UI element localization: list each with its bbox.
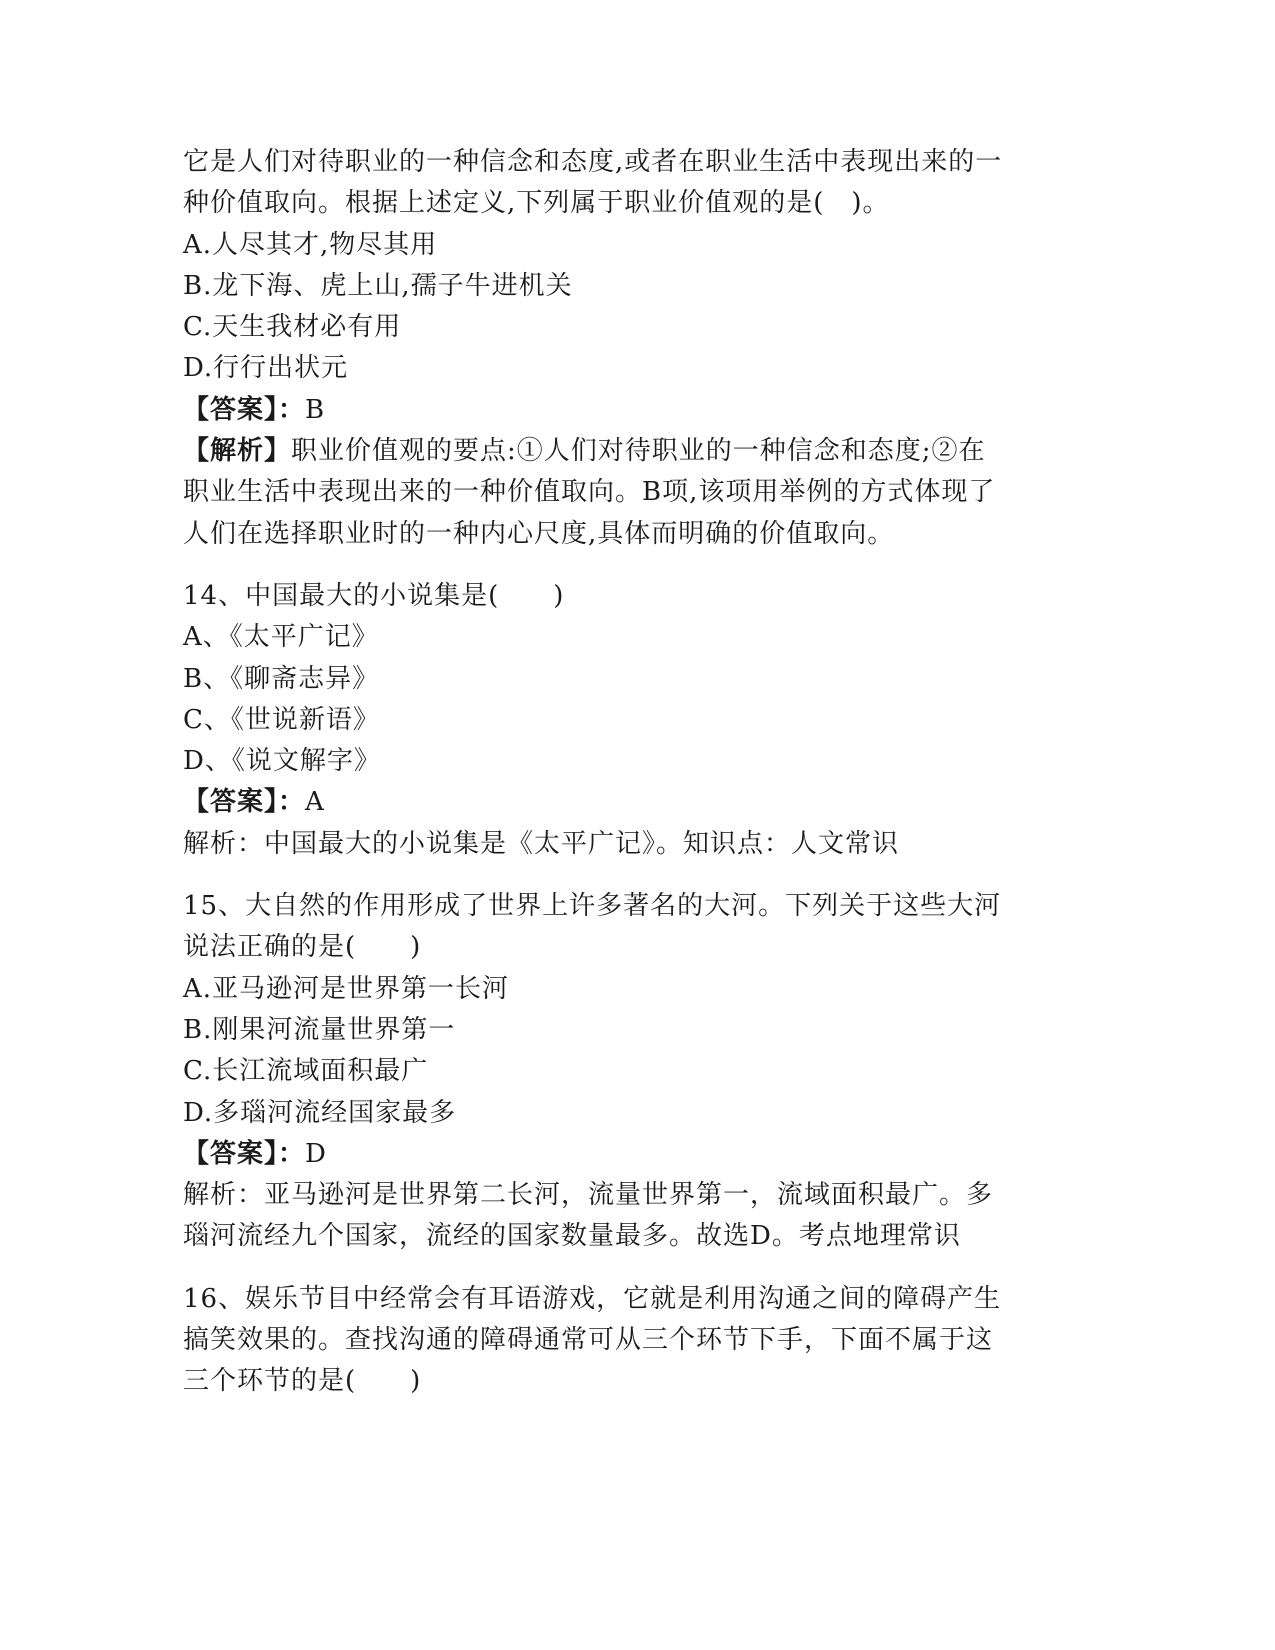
option-b: B、《聊斋志异》 <box>183 663 380 694</box>
page-content <box>183 142 1183 1403</box>
option-a: A.人尽其才,物尽其用 <box>183 229 438 260</box>
option-c: C.长江流域面积最广 <box>183 1056 429 1087</box>
question-block <box>183 142 1183 555</box>
answer-value: B <box>305 394 326 425</box>
option-d: D.行行出状元 <box>183 353 349 384</box>
question-stem-line: 说法正确的是( ) <box>183 932 422 963</box>
answer-value: A <box>305 787 325 818</box>
option-b: B.刚果河流量世界第一 <box>183 1014 456 1045</box>
analysis-line: 解析：中国最大的小说集是《太平广记》。知识点：人文常识 <box>183 828 900 859</box>
question-stem-line: 三个环节的是( ) <box>183 1366 422 1397</box>
option-d: D.多瑙河流经国家最多 <box>183 1097 457 1128</box>
option-c: C.天生我材必有用 <box>183 312 402 343</box>
answer-label: 【答案】： <box>183 787 306 818</box>
question-stem-line: 搞笑效果的。查找沟通的障碍通常可从三个环节下手，下面不属于这 <box>183 1325 994 1356</box>
answer-label: 【答案】： <box>183 394 306 425</box>
option-b: B.龙下海、虎上山,孺子牛进机关 <box>183 270 573 301</box>
question-stem-line: 14、中国最大的小说集是( ) <box>183 580 565 611</box>
question-stem-line: 它是人们对待职业的一种信念和态度,或者在职业生活中表现出来的一 <box>183 147 1003 177</box>
question-block <box>183 1279 1183 1403</box>
answer-line <box>183 1134 1183 1175</box>
question-stem-line: 种价值取向。根据上述定义,下列属于职业价值观的是( )。 <box>183 188 890 219</box>
answer-line <box>183 782 1183 823</box>
question-stem-line: 15、大自然的作用形成了世界上许多著名的大河。下列关于这些大河 <box>183 891 1002 922</box>
question-block <box>183 886 1183 1258</box>
analysis-line <box>183 431 1183 472</box>
question-stem-line: 16、娱乐节目中经常会有耳语游戏，它就是利用沟通之间的障碍产生 <box>183 1283 1002 1314</box>
option-a: A、《太平广记》 <box>183 622 379 653</box>
analysis-line: 瑙河流经九个国家，流经的国家数量最多。故选D。考点地理常识 <box>183 1221 961 1252</box>
option-d: D、《说文解字》 <box>183 746 381 777</box>
analysis-label: 【解析】 <box>183 436 292 467</box>
analysis-text: 职业价值观的要点:①人们对待职业的一种信念和态度;②在 <box>291 436 986 467</box>
option-c: C、《世说新语》 <box>183 704 380 735</box>
option-a: A.亚马逊河是世界第一长河 <box>183 973 510 1004</box>
answer-value: D <box>305 1138 327 1169</box>
answer-line <box>183 390 1183 431</box>
analysis-line: 人们在选择职业时的一种内心尺度,具体而明确的价值取向。 <box>183 518 895 549</box>
answer-label: 【答案】： <box>183 1138 306 1169</box>
analysis-line: 职业生活中表现出来的一种价值取向。B项,该项用举例的方式体现了 <box>183 477 996 508</box>
analysis-line: 解析：亚马逊河是世界第二长河，流量世界第一，流域面积最广。多 <box>183 1180 994 1211</box>
question-block <box>183 576 1183 865</box>
